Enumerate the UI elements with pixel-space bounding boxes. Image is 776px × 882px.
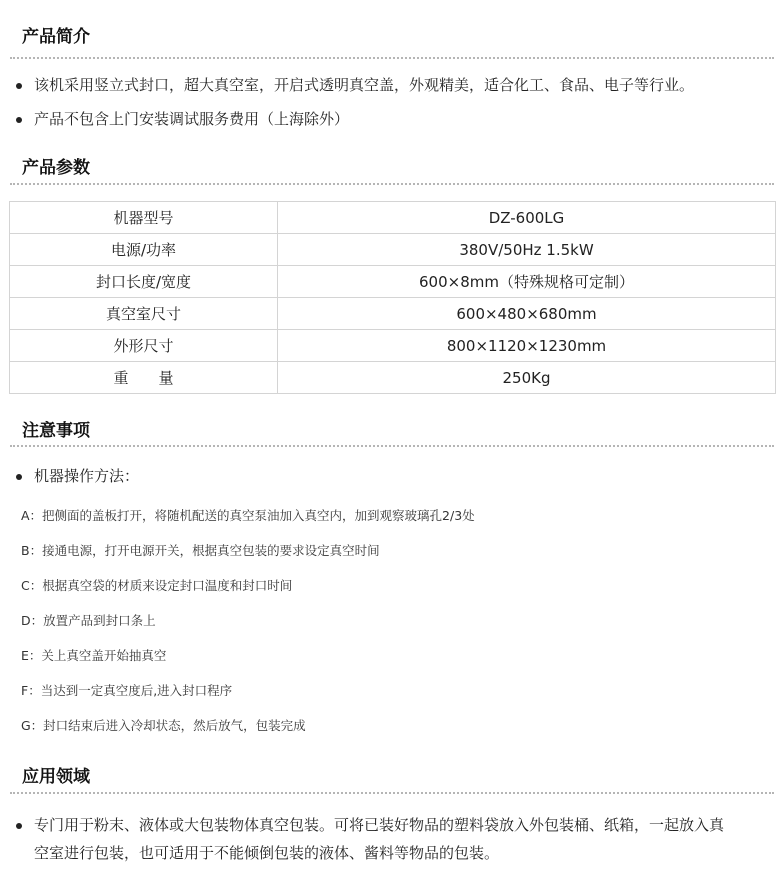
divider [10, 792, 774, 794]
params-table [9, 201, 776, 394]
param-key: 机器型号 [10, 202, 278, 234]
table-row [10, 266, 776, 298]
divider [10, 57, 774, 59]
param-value: 600×480×680mm [278, 298, 776, 330]
application-bullet [16, 814, 774, 836]
param-key: 真空室尺寸 [10, 298, 278, 330]
operation-step: A：把侧面的盖板打开，将随机配送的真空泵油加入真空内，加到观察玻璃孔2/3处 [21, 508, 475, 523]
operation-step: F：当达到一定真空度后,进入封口程序 [21, 683, 233, 698]
table-row [10, 298, 776, 330]
param-value: 250Kg [278, 362, 776, 394]
param-key: 外形尺寸 [10, 330, 278, 362]
params-heading: 产品参数 [22, 158, 90, 178]
operation-step: B：接通电源，打开电源开关，根据真空包装的要求设定真空时间 [21, 543, 380, 558]
intro-bullet: 该机采用竖立式封口，超大真空室，开启式透明真空盖，外观精美，适合化工、食品、电子等行业。 [16, 74, 774, 96]
param-value: DZ-600LG [278, 202, 776, 234]
intro-bullet: 产品不包含上门安装调试服务费用（上海除外） [16, 108, 774, 130]
param-key: 封口长度/宽度 [10, 266, 278, 298]
table-row [10, 330, 776, 362]
param-key: 电源/功率 [10, 234, 278, 266]
table-row [10, 234, 776, 266]
operation-step: E：关上真空盖开始抽真空 [21, 648, 167, 663]
operation-step: G：封口结束后进入冷却状态，然后放气，包装完成 [21, 718, 306, 733]
intro-heading: 产品简介 [22, 27, 90, 47]
application-text-line: 专门用于粉末、液体或大包装物体真空包装。可将已装好物品的塑料袋放入外包装桶、纸箱，一起放入真 [34, 816, 725, 834]
operation-step: D：放置产品到封口条上 [21, 613, 156, 628]
operation-step: C：根据真空袋的材质来设定封口温度和封口时间 [21, 578, 293, 593]
table-row [10, 362, 776, 394]
param-key: 重 量 [10, 362, 278, 394]
param-value: 800×1120×1230mm [278, 330, 776, 362]
param-value: 600×8mm（特殊规格可定制） [278, 266, 776, 298]
application-text-line: 空室进行包装，也可适用于不能倾倒包装的液体、酱料等物品的包装。 [34, 844, 500, 862]
table-row [10, 202, 776, 234]
divider [10, 183, 774, 185]
application-heading: 应用领域 [22, 767, 90, 787]
notes-heading: 注意事项 [22, 421, 90, 441]
divider [10, 445, 774, 447]
notes-bullet: 机器操作方法： [16, 465, 774, 487]
param-value: 380V/50Hz 1.5kW [278, 234, 776, 266]
